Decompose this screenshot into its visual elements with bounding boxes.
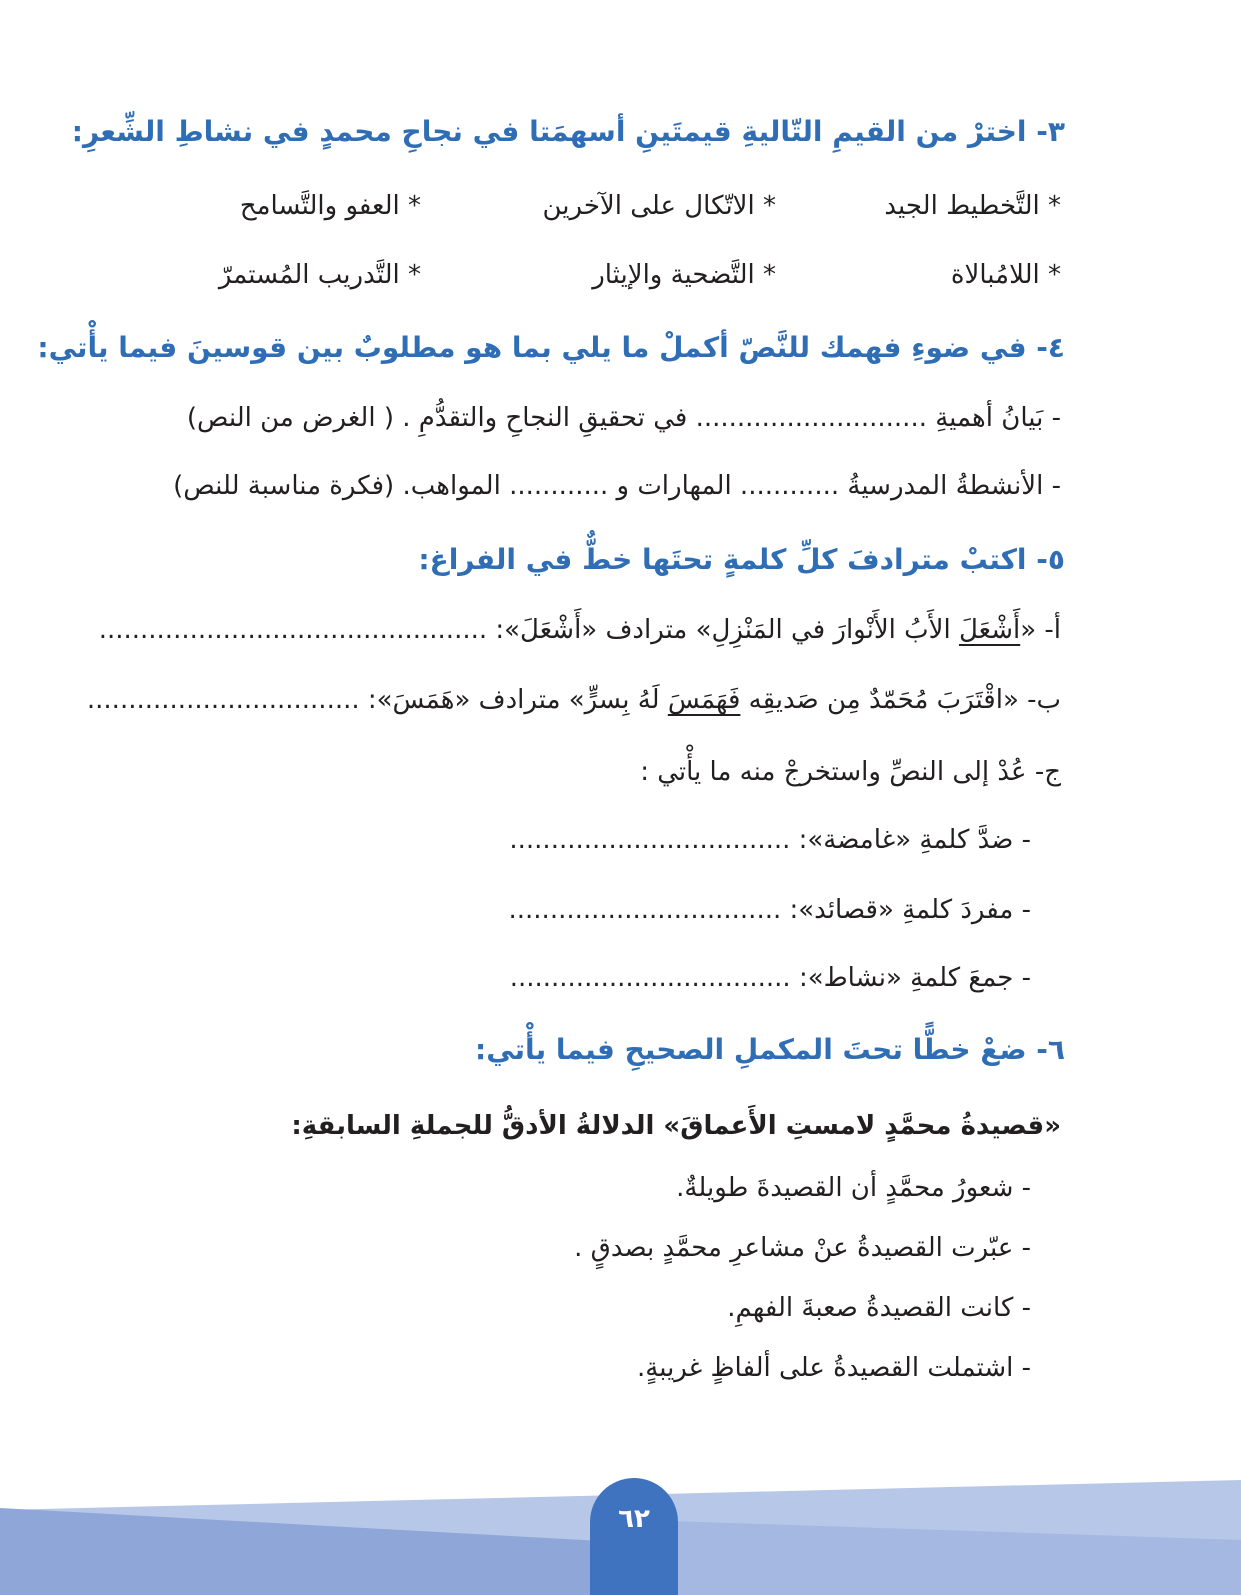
q5-item-a[interactable] bbox=[98, 610, 1061, 650]
q5-a-rest: الأَبُ الأَنْوارَ في المَنْزِلِ» مترادف «أَشْعَلَ»: ............................................... bbox=[98, 615, 959, 645]
q3-options-row-2 bbox=[161, 255, 1061, 295]
q4-line-1[interactable]: - بَيانُ أهميةِ ............................ في تحقيقِ النجاحِ والتقدُّمِ . ( الغرض من النص) bbox=[186, 403, 1061, 433]
q6-option-3[interactable]: - كانت القصيدةُ صعبةَ الفهمِ. bbox=[727, 1293, 1031, 1323]
q4-title: ٤- في ضوءِ فهمك للنَّصّ أكملْ ما يلي بما هو مطلوبٌ بين قوسينَ فيما يأْتي: bbox=[37, 331, 1065, 364]
q3-option-5[interactable]: * التَّضحية والإيثار bbox=[592, 260, 776, 290]
q6-stem: «قصيدةُ محمَّدٍ لامستِ الأَعماقَ» الدلالةُ الأدقُّ للجملةِ السابقةِ: bbox=[291, 1111, 1061, 1141]
q4-line-2[interactable]: - الأنشطةُ المدرسيةُ ............ المهارات و ............ المواهب. (فكرة مناسبة للنص) bbox=[173, 471, 1061, 501]
q5-c-antonym[interactable]: - ضدَّ كلمةِ «غامضة»: .................................. bbox=[509, 825, 1031, 855]
q5-b-rest: لَهُ بِسرٍّ» مترادف «هَمَسَ»: ................................. bbox=[86, 685, 668, 715]
q5-title: ٥- اكتبْ مترادفَ كلِّ كلمةٍ تحتَها خطٌّ في الفراغ: bbox=[418, 543, 1065, 576]
q5-item-c-title: ج- عُدْ إلى النصِّ واستخرجْ منه ما يأْتي : bbox=[640, 757, 1061, 787]
q3-title: ٣- اخترْ من القيمِ التّاليةِ قيمتَينِ أسهمَتا في نجاحِ محمدٍ في نشاطِ الشِّعرِ: bbox=[71, 115, 1065, 148]
q5-c-singular[interactable]: - مفردَ كلمةِ «قصائد»: ................................. bbox=[508, 895, 1031, 925]
q6-option-1[interactable]: - شعورُ محمَّدٍ أن القصيدةَ طويلةٌ. bbox=[676, 1173, 1031, 1203]
q3-option-3[interactable]: * العفو والتَّسامح bbox=[239, 191, 421, 221]
q6-option-4[interactable]: - اشتملت القصيدةُ على ألفاظٍ غريبةٍ. bbox=[637, 1353, 1031, 1383]
q3-option-4[interactable]: * اللامُبالاة bbox=[950, 260, 1061, 290]
q5-item-b[interactable] bbox=[86, 680, 1061, 720]
page-number: ٦٢ bbox=[618, 1504, 650, 1534]
q6-option-2[interactable]: - عبّرت القصيدةُ عنْ مشاعرِ محمَّدٍ بصدقٍ . bbox=[574, 1233, 1031, 1263]
q5-b-prefix: ب- «اقْتَرَبَ مُحَمّدٌ مِن صَديقِه bbox=[740, 685, 1061, 715]
q3-options-row-1 bbox=[161, 186, 1061, 226]
q3-option-2[interactable]: * الاتّكال على الآخرين bbox=[542, 191, 776, 221]
q5-a-underlined-word: أَشْعَلَ bbox=[958, 615, 1021, 645]
q6-title: ٦- ضعْ خطًّا تحتَ المكملِ الصحيحِ فيما يأْتي: bbox=[475, 1033, 1065, 1066]
q5-c-plural[interactable]: - جمعَ كلمةِ «نشاط»: .................................. bbox=[509, 963, 1031, 993]
q5-b-underlined-word: فَهَمَسَ bbox=[667, 685, 741, 715]
q5-a-prefix: أ- « bbox=[1020, 615, 1061, 645]
q3-option-1[interactable]: * التَّخطيط الجيد bbox=[884, 191, 1061, 221]
q3-option-6[interactable]: * التَّدريب المُستمرّ bbox=[218, 260, 421, 290]
page-number-badge bbox=[590, 1478, 678, 1595]
